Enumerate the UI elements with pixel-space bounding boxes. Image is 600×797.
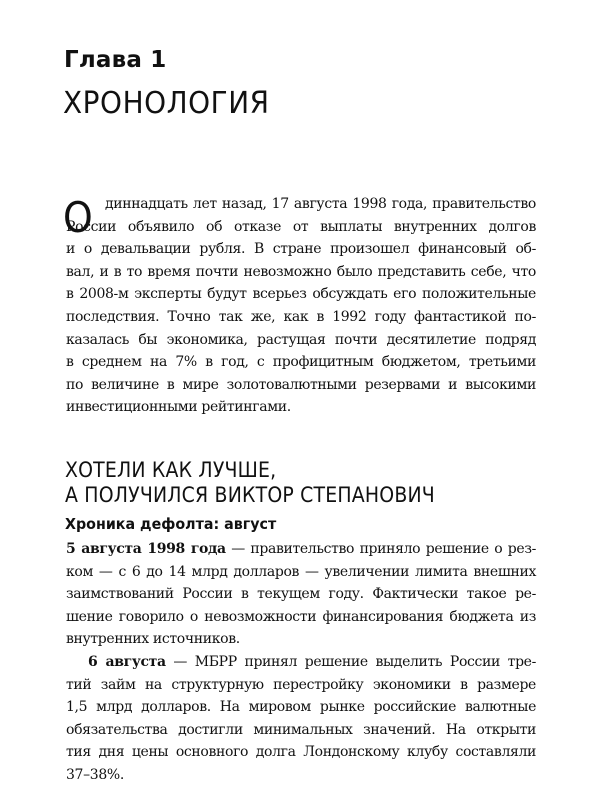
chapter-title: ХРОНОЛОГИЯ [63, 86, 270, 121]
intro-line: диннадцать лет назад, 17 августа 1998 года, правительство [105, 196, 536, 212]
entry-line: 37–38%. [66, 766, 124, 783]
section-heading-line: ХОТЕЛИ КАК ЛУЧШЕ, [65, 458, 277, 482]
intro-line: России объявило об отказе от выплаты внутренних долгов [66, 218, 536, 235]
intro-line: и о девальвации рубля. В стране произошел финансовый об- [66, 241, 536, 258]
intro-line: вал, и в то время почти невозможно было представить себе, что [66, 263, 536, 280]
entry-line: 1,5 млрд долларов. На мировом рынке российские валютные [66, 699, 536, 716]
section-heading-line: А ПОЛУЧИЛСЯ ВИКТОР СТЕПАНОВИЧ [65, 483, 435, 507]
entry-line: шение говорило о невозможности финансирования бюджета из [66, 608, 536, 625]
chronicle-entries [66, 538, 536, 787]
section-heading [65, 458, 435, 508]
intro-line: казалась бы экономика, растущая почти десятилетие подряд [66, 331, 536, 348]
intro-paragraph [63, 193, 536, 419]
entry-line: ком — с 6 до 14 млрд долларов — увеличении лимита внешних [66, 563, 536, 580]
entry-line: внутренних источников. [66, 631, 240, 648]
section-subheading: Хроника дефолта: август [65, 515, 277, 533]
intro-line: в 2008-м эксперты будут всерьез обсуждать его положительные [66, 286, 536, 303]
chapter-number: Глава 1 [64, 47, 167, 73]
intro-line: последствия. Точно так же, как в 1992 году фантастикой по- [66, 308, 536, 325]
intro-line: в среднем на 7% в год, с профицитным бюджетом, третьими [66, 354, 536, 371]
entry-text: — МБРР принял решение выделить России тре- [165, 653, 536, 670]
entry-first-line [66, 651, 536, 674]
entry-first-line [66, 538, 536, 561]
entry-text: — правительство приняло решение о рез- [225, 541, 537, 557]
entry-line: обязательства достигли минимальных значений. На открыти [66, 721, 536, 738]
intro-line: по величине в мире золотовалютными резервами и высокими [66, 376, 536, 393]
intro-line: инвестиционными рейтингами. [66, 399, 291, 416]
entry-line: тия дня цены основного долга Лондонскому клубу составляли [66, 744, 536, 761]
entry-date: 5 августа 1998 года [66, 541, 226, 557]
entry-date: 6 августа [88, 653, 166, 670]
entry-line: заимствований России в текущем году. Фактически такое ре- [66, 586, 536, 603]
entry-line: тий займ на структурную перестройку экономики в размере [66, 676, 536, 693]
drop-cap: О [63, 193, 93, 242]
